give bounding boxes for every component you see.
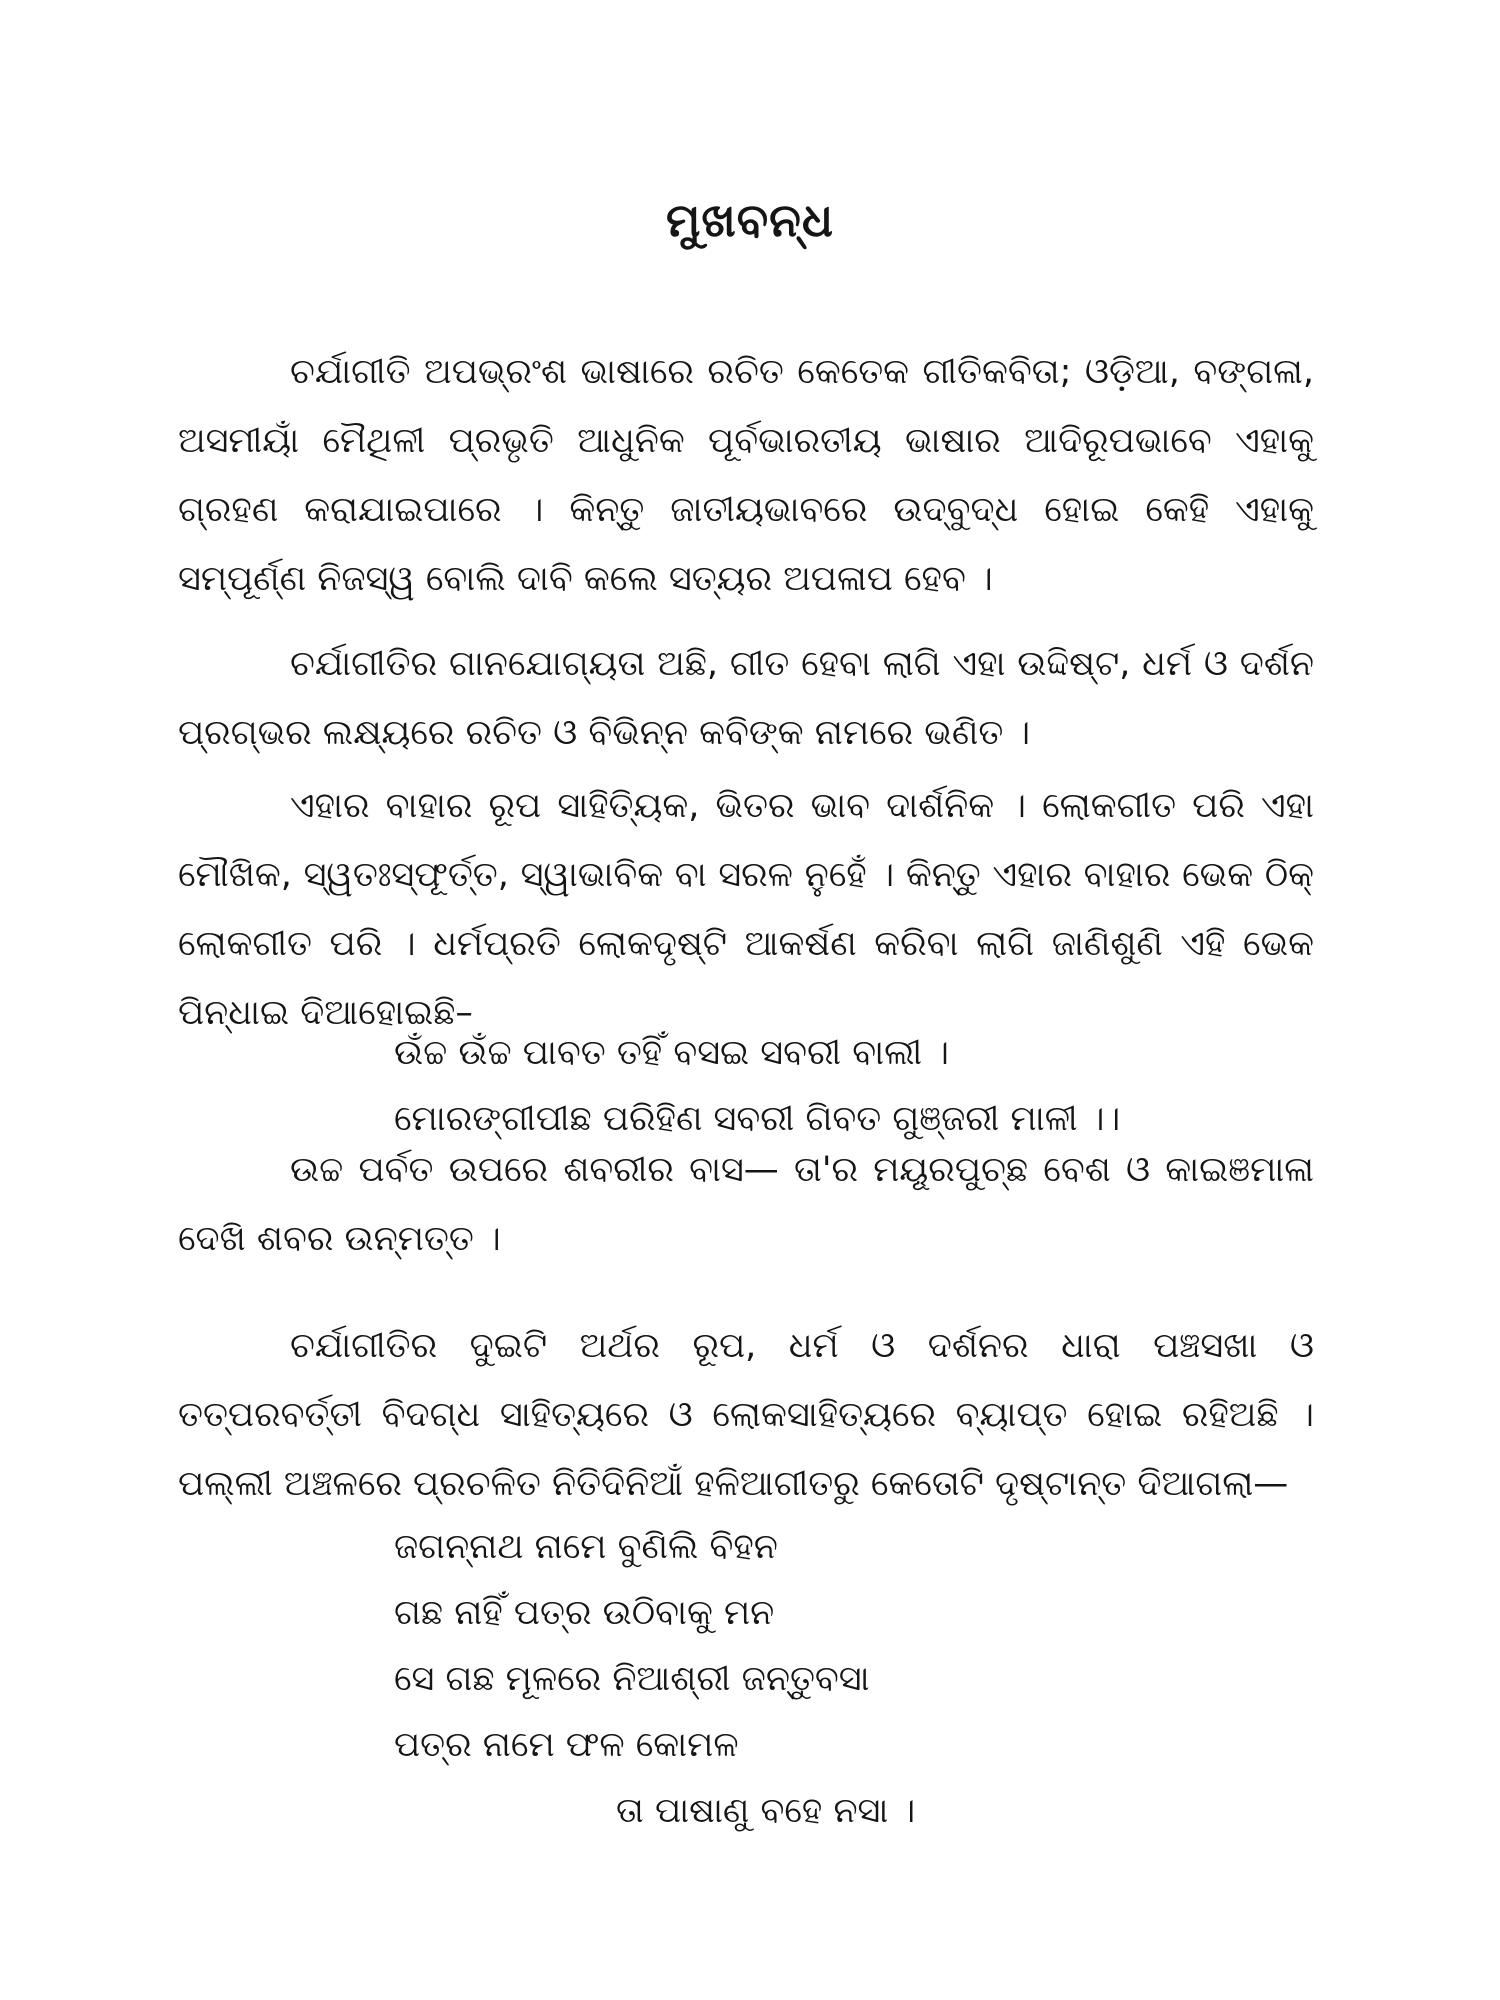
verse-quote-sabari	[394, 1020, 1314, 1152]
paragraph-outer-form: ଏହାର ବାହାର ରୂପ ସାହିତ୍ୟିକ, ଭିତର ଭାବ ଦାର୍ଶନିକ । ଲୋକଗୀତ ପରି ଏହା ମୌଖିକ, ସ୍ୱତଃସ୍ଫୂର୍ତ୍ତ, ସ୍ୱାଭାବିକ ବା ସରଳ ନୁହେଁ । କିନ୍ତୁ ଏହାର ବାହାର ଭେକ ଠିକ୍ ଲୋକଗୀତ ପରି । ଧର୍ମପ୍ରତି ଲୋକଦୃଷ୍ଟି ଆକର୍ଷଣ କରିବା ଲାଗି ଜାଣିଶୁଣି ଏହି ଭେକ ପିନ୍ଧାଇ ଦିଆହୋଇଛି–	[178, 786, 1314, 1033]
verse-line: ପତ୍ର ନାମେ ଫଳ କୋମଳ	[394, 1725, 739, 1765]
paragraph-folk-tradition: ଚର୍ଯାଗୀତିର ଦୁଇଟି ଅର୍ଥର ରୂପ, ଧର୍ମ ଓ ଦର୍ଶନର ଧାରା ପଞ୍ଚସଖା ଓ ତତ୍ପରବର୍ତ୍ତୀ ବିଦଗ୍ଧ ସାହିତ୍ୟରେ ଓ ଲୋକସାହିତ୍ୟରେ ବ୍ୟାପ୍ତ ହୋଇ ରହିଅଛି । ପଲ୍ଲୀ ଅଞ୍ଚଳରେ ପ୍ରଚଳିତ ନିତିଦିନିଆଁ ହଳିଆଗୀତରୁ କେତୋଟି ଦୃଷ୍ଟାନ୍ତ ଦିଆଗଲା—	[178, 1326, 1314, 1504]
page-title: ମୁଖବନ୍ଧ	[665, 193, 835, 247]
paragraph-singability: ଚର୍ଯାଗୀତିର ଗାନଯୋଗ୍ୟତା ଅଛି, ଗୀତ ହେବା ଲାଗି ଏହା ଉଦ୍ଦିଷ୍ଟ, ଧର୍ମ ଓ ଦର୍ଶନ ପ୍ରଗ୍ଭର ଲକ୍ଷ୍ୟରେ ରଚିତ ଓ ବିଭିନ୍ନ କବିଙ୍କ ନାମରେ ଭଣିତ ।	[178, 644, 1314, 753]
verse-line: ଜଗନ୍ନାଥ ନାମେ ବୁଣିଲି ବିହନ	[394, 1527, 778, 1567]
verse-line: ଗଛ ନାହିଁ ପତ୍ର ଉଠିବାକୁ ମନ	[394, 1593, 775, 1633]
verse-line: ତା ପାଷାଣୁ ବହେ ନସା ।	[616, 1791, 916, 1831]
verse-line: ଉଁଚ୍ଚ ଉଁଚ୍ଚ ପାବତ ତହିଁ ବସଇ ସବରୀ ବାଲୀ ।	[394, 1033, 950, 1073]
verse-line: ସେ ଗଛ ମୂଳରେ ନିଆଶ୍ରୀ ଜନ୍ତୁବସା	[394, 1659, 870, 1699]
paragraph-verse-explanation: ଉଚ୍ଚ ପର୍ବତ ଉପରେ ଶବରୀର ବାସ— ତା'ର ମୟୂରପୁଚ୍ଛ ବେଶ ଓ କାଇଞମାଳା ଦେଖି ଶବର ଉନ୍ମତ୍ତ ।	[178, 1150, 1314, 1259]
paragraph-intro: ଚର୍ଯାଗୀତି ଅପଭ୍ରଂଶ ଭାଷାରେ ରଚିତ କେତେକ ଗୀତିକବିତା; ଓଡ଼ିଆ, ବଙ୍ଗଳା, ଅସମୀୟାଁ ମୈଥିଳୀ ପ୍ରଭୃତି ଆଧୁନିକ ପୂର୍ବଭାରତୀୟ ଭାଷାର ଆଦିରୂପଭାବେ ଏହାକୁ ଗ୍ରହଣ କରାଯାଇପାରେ । କିନ୍ତୁ ଜାତୀୟଭାବରେ ଉଦ୍‌ବୁଦ୍ଧ ହୋଇ କେହି ଏହାକୁ ସମ୍ପୂର୍ଣ୍ଣ ନିଜସ୍ୱ ବୋଲି ଦାବି କଲେ ସତ୍ୟର ଅପଳାପ ହେବ ।	[178, 352, 1314, 599]
verse-quote-haliya-geet	[394, 1514, 1314, 1844]
verse-line: ମୋରଙ୍ଗୀପୀଛ ପରିହିଣ ସବରୀ ଗିବତ ଗୁଞ୍ଜରୀ ମାଳୀ ।।	[394, 1099, 1121, 1139]
